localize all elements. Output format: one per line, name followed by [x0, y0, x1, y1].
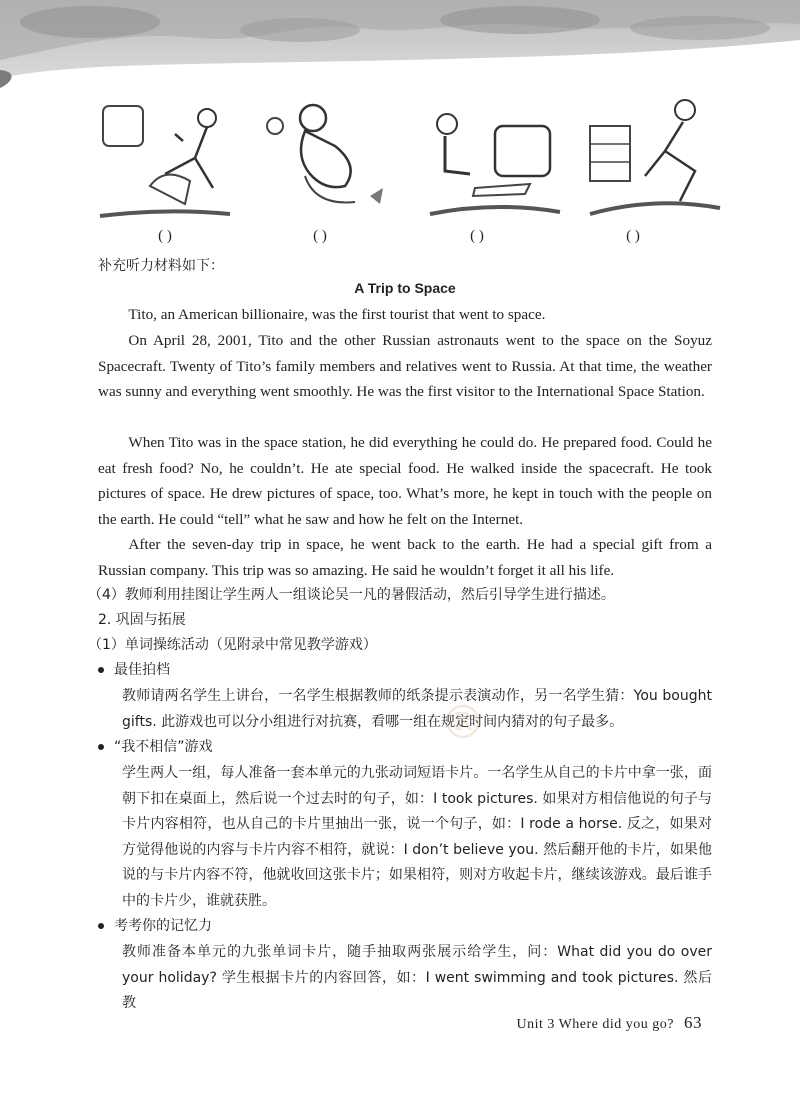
- spacesuit-astronaut-illustration: [265, 96, 405, 226]
- watermark: ®: [440, 695, 486, 749]
- bullet-icon: [98, 744, 104, 750]
- answer-bracket-4[interactable]: ( ): [626, 228, 640, 244]
- game-1-body: 教师请两名学生上讲台，一名学生根据教师的纸条提示表演动作，另一名学生猜：You bought gifts. 此游戏也可以分小组进行对抗赛，看哪一组在规定时间内猜对的句子最多。: [122, 688, 712, 730]
- answer-bracket-2[interactable]: ( ): [313, 228, 327, 244]
- floating-man-bookshelf-illustration: [585, 96, 725, 226]
- game-3-body: 教师准备本单元的九张单词卡片，随手抽取两张展示给学生，问：What did you do over your holiday? 学生根据卡片的内容回答，如：I went swimming and took pictures. 然后教: [122, 944, 712, 1011]
- answer-bracket-1[interactable]: ( ): [158, 228, 172, 244]
- story-paragraph-2: On April 28, 2001, Tito and the other Russian astronauts went to the space on the Soyuz Spacecraft. Twenty of Tito’s family members and relatives went to Russia. At that time, the weather was sunny and everything went smoothly. He was the first visitor to the International Space Station.: [98, 332, 712, 400]
- story-paragraph-4: After the seven-day trip in space, he went back to the earth. He had a special gift from a Russian company. This trip was so amazing. He said he wouldn’t forget it all his life.: [98, 536, 712, 579]
- picture-row: [95, 96, 735, 246]
- bullet-icon: [98, 923, 104, 929]
- step-4-text: （4）教师利用挂图让学生两人一组谈论吴一凡的暑假活动，然后引导学生进行描述。: [88, 587, 615, 603]
- subsection-1-heading: （1）单词操练活动（见附录中常见教学游戏）: [88, 637, 377, 653]
- page-footer: [516, 1013, 702, 1033]
- story-title: A Trip to Space: [354, 280, 456, 296]
- game-2-title: [98, 736, 213, 756]
- unit-label: Unit 3 Where did you go?: [516, 1017, 674, 1032]
- bullet-icon: [98, 667, 104, 673]
- game-2-body: 学生两人一组，每人准备一套本单元的九张动词短语卡片。一名学生从自己的卡片中拿一张，面朝下扣在桌面上，然后说一个过去时的句子，如：I took pictures. 如果对方相信他说的句子与卡片内容相符，也从自己的卡片里抽出一张，说一个句子，如：I rode a horse. 反之，如果对方觉得他说的内容与卡片内容不相符，就说：I don’t believe you. 然后翻开他的卡片，如果他说的与卡片内容不符，他就收回这张卡片；如果相符，则对方收起卡片，继续该游戏。最后谁手中的卡片少，谁就获胜。: [122, 765, 712, 909]
- page-number: 63: [684, 1013, 702, 1032]
- answer-bracket-3[interactable]: ( ): [470, 228, 484, 244]
- game-2-title-text: “我不相信”游戏: [114, 739, 213, 755]
- floating-man-chair-illustration: [95, 96, 235, 226]
- story-paragraph-3: When Tito was in the space station, he did everything he could do. He prepared food. Could he eat fresh food? No, he couldn’t. He ate special food. He walked inside the spacecraft. He took pictures of space. He drew pictures of space, too. What’s more, he kept in touch with the people on the earth. He could “tell” what he saw and how he felt on the Internet.: [98, 434, 712, 528]
- story-paragraph-1: Tito, an American billionaire, was the first tourist that went to space.: [128, 306, 546, 323]
- game-1-title: [98, 659, 170, 679]
- game-1-title-text: 最佳拍档: [114, 662, 170, 678]
- supplement-label: 补充听力材料如下：: [98, 258, 224, 274]
- game-3-title-text: 考考你的记忆力: [114, 918, 212, 934]
- header-banner: [0, 0, 800, 88]
- section-2-heading: 2. 巩固与拓展: [98, 612, 186, 628]
- game-3-title: [98, 915, 212, 935]
- man-at-computer-illustration: [425, 96, 565, 226]
